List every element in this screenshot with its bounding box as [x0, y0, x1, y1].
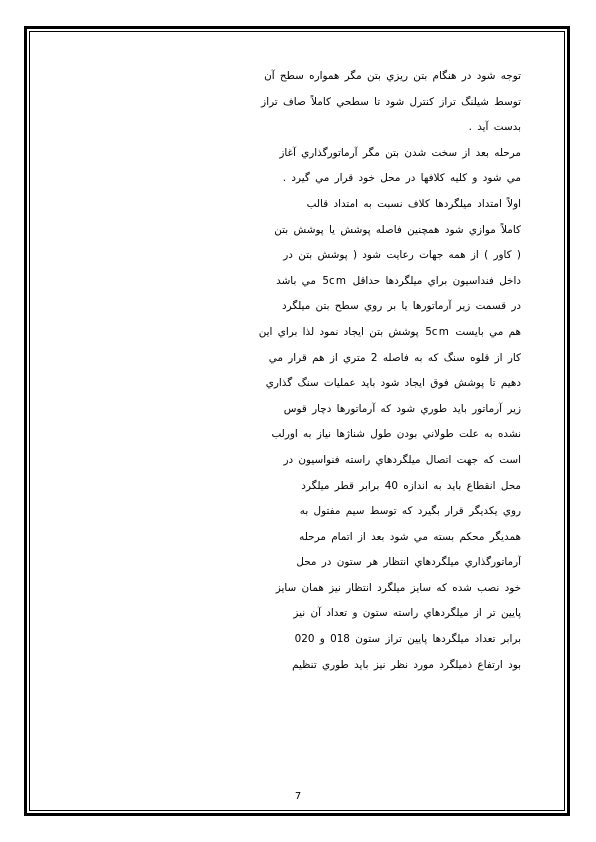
text-line: مي شود و كليه كلافها در محل خود قرار مي گيرد . [282, 172, 521, 185]
text-line: بدست آيد . [468, 121, 521, 134]
text-line: برابر تعداد ميلگردها پايين تراز ستون 018 و 020 [294, 633, 521, 646]
text-line: زير آرماتور بايد طوري شود كه آرماتورها دچار قوس [283, 402, 521, 415]
text-line: روي يكديگر قرار بگيرد كه توسط سيم مفتول به [299, 505, 521, 518]
text-line: ( كاور ) از همه جهات رعايت شود ( پوشش بتن در [283, 249, 521, 262]
body-text [84, 64, 521, 678]
text-line: آرماتورگذاري ميلگردهاي انتظار هر ستون در محل [296, 556, 521, 569]
text-line: همديگر محكم بسته مي شود بعد از اتمام مرحله [299, 530, 521, 543]
page-number: 7 [294, 791, 302, 802]
text-line: است كه جهت اتصال ميلگردهاي راسته فنواسيون در [283, 453, 521, 466]
text-line: در قسمت زير آرماتورها يا بر روي سطح بتن ميلگرد [282, 300, 521, 313]
text-line: بود ارتفاع ذميلگرد مورد نظر نيز بايد طوري تنظيم [292, 658, 521, 671]
text-line: خود نصب شده كه سايز ميلگرد انتظار نيز همان سايز [275, 581, 521, 594]
text-line: توسط شيلنگ تراز كنترل شود تا سطحي كاملاً صاف تراز [261, 95, 521, 108]
text-line: پايين تر از ميلگردهاي راسته ستون و تعداد آن نيز [293, 607, 521, 620]
text-line: دهيم تا پوشش فوق ايجاد شود بايد عمليات سنگ گذاري [265, 377, 521, 390]
text-line: كار از قلوه سنگ كه به فاصله 2 متري از هم قرار مي [268, 351, 521, 364]
text-line: نشده به علت طولاني بودن طول شناژها نياز به اورلب [271, 428, 521, 441]
text-line: توجه شود در هنگام بتن ريزي بتن مگر همواره سطح آن [264, 70, 521, 82]
text-line: هم مي بايست 5cm پوشش بتن ايجاد نمود لذا براي اين [258, 325, 521, 338]
text-line: داخل فنداسيون براي ميلگردها حداقل 5cm مي باشد [276, 274, 521, 287]
text-line: كاملاً موازي شود همچنين فاصله پوشش يا پوشش بتن [274, 223, 521, 236]
text-line: اولاً امتداد ميلگردها كلاف نسبت به امتداد قالب [306, 197, 521, 210]
text-line: محل انقطاع بايد به اندازه 40 برابر قطر ميلگرد [301, 479, 521, 492]
text-line: مرحله بعد از سخت شدن بتن مگر آرماتورگذاري آغاز [279, 146, 521, 159]
